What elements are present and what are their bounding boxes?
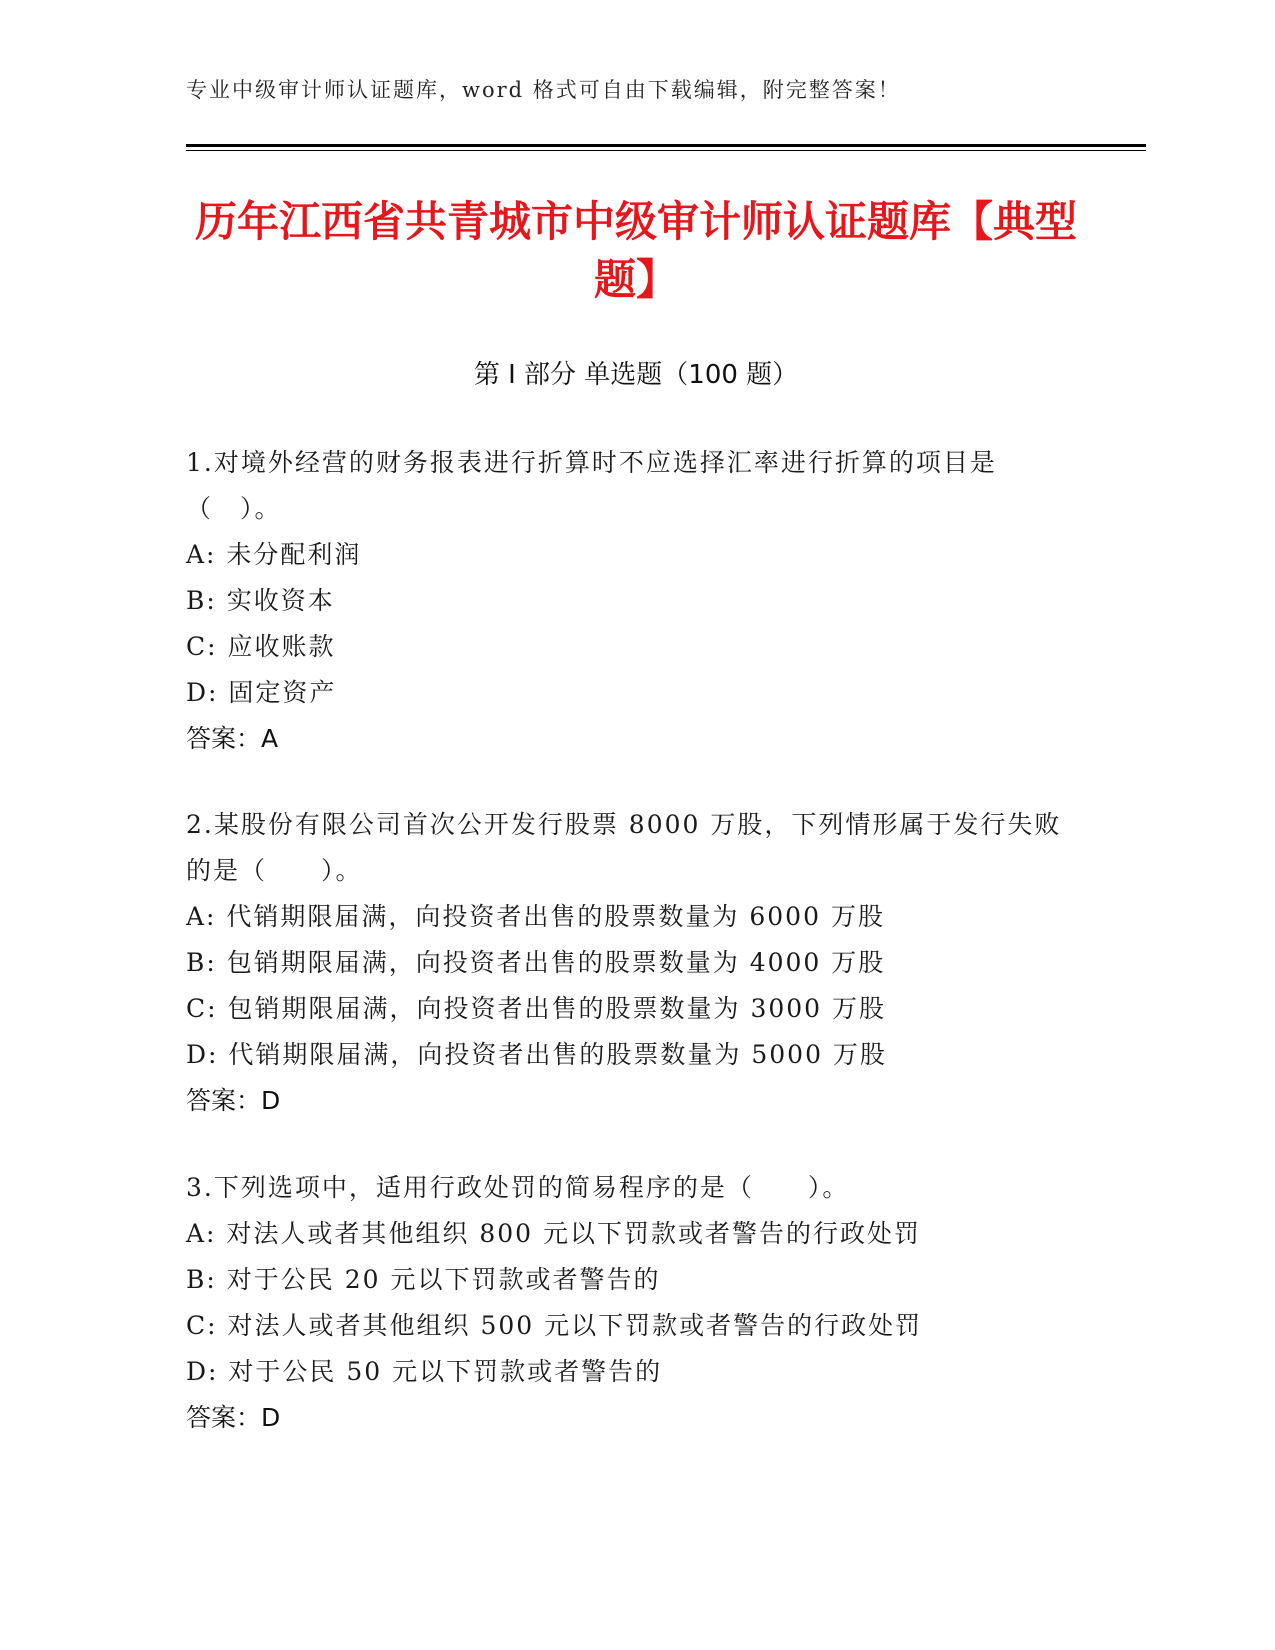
document-title: 历年江西省共青城市中级审计师认证题库【典型题】	[194, 197, 1077, 304]
option-b: B: 包销期限届满，向投资者出售的股票数量为 4000 万股	[186, 948, 886, 977]
option-c: C: 包销期限届满，向投资者出售的股票数量为 3000 万股	[186, 994, 887, 1023]
option-d: D: 对于公民 50 元以下罚款或者警告的	[186, 1357, 663, 1386]
answer: 答案：A	[186, 724, 279, 753]
section-title: 第 I 部分 单选题（100 题）	[473, 360, 799, 390]
option-b: B: 对于公民 20 元以下罚款或者警告的	[186, 1265, 661, 1294]
option-c: C: 应收账款	[186, 632, 336, 661]
answer: 答案：D	[186, 1403, 281, 1432]
answer: 答案：D	[186, 1086, 281, 1115]
option-d: D: 固定资产	[186, 678, 337, 707]
question-1	[186, 440, 1086, 762]
option-a: A: 对法人或者其他组织 800 元以下罚款或者警告的行政处罚	[186, 1219, 922, 1248]
question-stem: 2.某股份有限公司首次公开发行股票 8000 万股，下列情形属于发行失败的是（ ）。	[186, 810, 1062, 885]
question-3	[186, 1165, 1086, 1441]
header-note: 专业中级审计师认证题库，word 格式可自由下载编辑，附完整答案！	[186, 78, 901, 102]
question-2	[186, 802, 1086, 1124]
option-c: C: 对法人或者其他组织 500 元以下罚款或者警告的行政处罚	[186, 1311, 923, 1340]
option-a: A: 未分配利润	[186, 540, 362, 569]
question-stem: 3.下列选项中，适用行政处罚的简易程序的是（ ）。	[186, 1173, 850, 1202]
question-stem: 1.对境外经营的财务报表进行折算时不应选择汇率进行折算的项目是（ ）。	[186, 448, 997, 523]
option-b: B: 实收资本	[186, 586, 335, 615]
header-rule-thick	[186, 144, 1146, 147]
option-d: D: 代销期限届满，向投资者出售的股票数量为 5000 万股	[186, 1040, 887, 1069]
header-rule-thin	[186, 150, 1146, 151]
option-a: A: 代销期限届满，向投资者出售的股票数量为 6000 万股	[186, 902, 885, 931]
